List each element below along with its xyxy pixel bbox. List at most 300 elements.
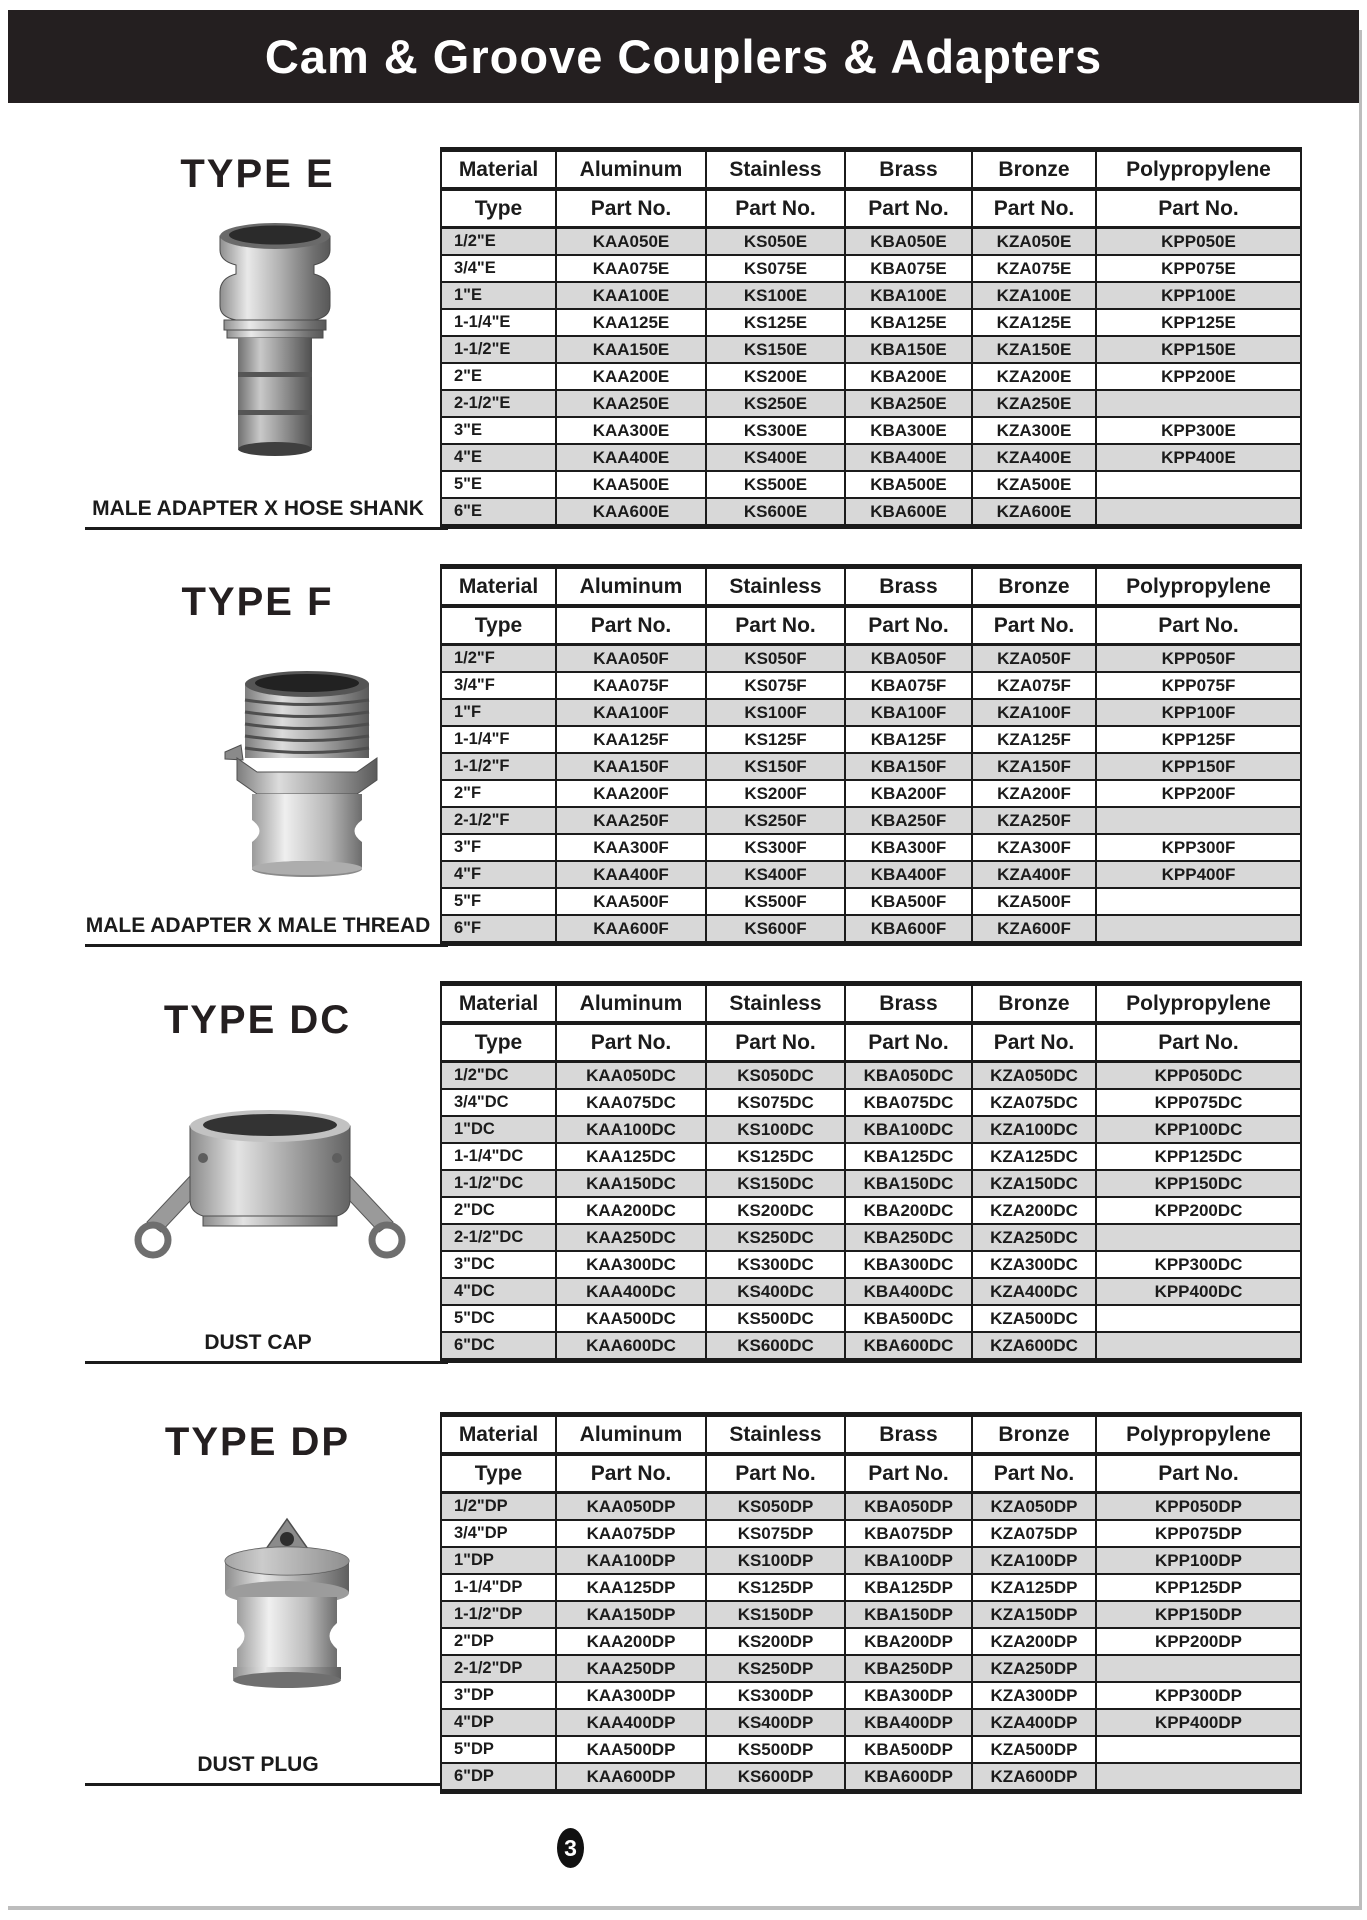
part-number-cell: KZA150E <box>972 336 1096 363</box>
part-number-cell: KS125DC <box>706 1143 845 1170</box>
part-number-cell: KZA200F <box>972 780 1096 807</box>
part-number-cell: KS100E <box>706 282 845 309</box>
part-no-header-cell: Part No. <box>845 1454 972 1493</box>
part-number-cell: KAA125DP <box>556 1574 706 1601</box>
size-cell: 2-1/2"F <box>441 807 556 834</box>
type-dc-table <box>440 981 1302 1363</box>
type-f-caption: MALE ADAPTER X MALE THREAD <box>85 914 431 937</box>
part-number-cell: KBA125DC <box>845 1143 972 1170</box>
part-number-cell: KAA050E <box>556 228 706 256</box>
part-number-cell: KZA150DC <box>972 1170 1096 1197</box>
part-number-cell: KPP050E <box>1096 228 1301 256</box>
table-row <box>441 1520 1301 1547</box>
part-number-cell: KPP125F <box>1096 726 1301 753</box>
part-number-cell: KS300F <box>706 834 845 861</box>
size-cell: 4"DC <box>441 1278 556 1305</box>
part-number-cell: KPP200DP <box>1096 1628 1301 1655</box>
part-number-cell: KZA200DC <box>972 1197 1096 1224</box>
part-number-cell: KS050DC <box>706 1062 845 1090</box>
page-title: Cam & Groove Couplers & Adapters <box>264 30 1103 83</box>
part-number-cell: KBA600DC <box>845 1332 972 1361</box>
table-row <box>441 1682 1301 1709</box>
part-number-cell: KAA150F <box>556 753 706 780</box>
material-column-header: Polypropylene <box>1096 1415 1301 1455</box>
part-number-cell: KBA250E <box>845 390 972 417</box>
part-no-header-cell: Part No. <box>556 1454 706 1493</box>
part-number-cell: KPP400DC <box>1096 1278 1301 1305</box>
table-row <box>441 915 1301 944</box>
size-cell: 3/4"F <box>441 672 556 699</box>
part-number-cell: KZA400DC <box>972 1278 1096 1305</box>
part-number-cell: KS600E <box>706 498 845 527</box>
part-no-header-cell: Part No. <box>1096 606 1301 645</box>
type-e-title: TYPE E <box>180 152 335 196</box>
dust-cap-photo <box>115 1100 425 1270</box>
part-number-cell: KBA150DP <box>845 1601 972 1628</box>
part-number-cell <box>1096 1655 1301 1682</box>
type-dp-table <box>440 1412 1302 1794</box>
part-number-cell: KPP300DP <box>1096 1682 1301 1709</box>
part-number-cell: KS400DC <box>706 1278 845 1305</box>
part-no-header-cell: Part No. <box>706 606 845 645</box>
part-number-cell: KZA125F <box>972 726 1096 753</box>
part-number-cell: KAA075E <box>556 255 706 282</box>
part-number-cell: KBA300DP <box>845 1682 972 1709</box>
size-cell: 1"E <box>441 282 556 309</box>
material-column-header: Aluminum <box>556 1415 706 1455</box>
table-row <box>441 1332 1301 1361</box>
table-row <box>441 699 1301 726</box>
part-number-cell: KBA250F <box>845 807 972 834</box>
table-row <box>441 1143 1301 1170</box>
table-row <box>441 471 1301 498</box>
size-cell: 5"F <box>441 888 556 915</box>
part-number-cell: KAA500DC <box>556 1305 706 1332</box>
size-cell: 5"E <box>441 471 556 498</box>
part-number-cell: KZA050DC <box>972 1062 1096 1090</box>
type-e-caption-rule <box>85 527 448 530</box>
size-cell: 3"DC <box>441 1251 556 1278</box>
part-number-cell: KS100F <box>706 699 845 726</box>
table-row <box>441 255 1301 282</box>
part-number-cell: KBA250DP <box>845 1655 972 1682</box>
part-number-cell: KZA250DC <box>972 1224 1096 1251</box>
part-number-cell: KPP150E <box>1096 336 1301 363</box>
part-number-cell: KAA500E <box>556 471 706 498</box>
type-f-table <box>440 564 1302 946</box>
part-number-cell: KS150E <box>706 336 845 363</box>
part-number-cell: KS050DP <box>706 1493 845 1521</box>
part-number-cell: KBA500F <box>845 888 972 915</box>
part-number-cell: KPP125E <box>1096 309 1301 336</box>
part-number-cell: KAA100DC <box>556 1116 706 1143</box>
table-row <box>441 780 1301 807</box>
size-cell: 3/4"E <box>441 255 556 282</box>
part-number-cell: KZA500DC <box>972 1305 1096 1332</box>
page-title-bar <box>8 10 1359 103</box>
part-number-cell <box>1096 1224 1301 1251</box>
type-dc-caption-rule <box>85 1361 448 1364</box>
table-row <box>441 309 1301 336</box>
material-column-header: Stainless <box>706 150 845 190</box>
part-number-cell: KBA500DC <box>845 1305 972 1332</box>
material-column-header: Brass <box>845 1415 972 1455</box>
part-number-cell: KAA125DC <box>556 1143 706 1170</box>
part-no-header-cell: Part No. <box>972 606 1096 645</box>
part-number-cell: KS400DP <box>706 1709 845 1736</box>
part-number-cell: KZA050E <box>972 228 1096 256</box>
part-number-cell: KBA300F <box>845 834 972 861</box>
part-number-cell <box>1096 471 1301 498</box>
table-row <box>441 1170 1301 1197</box>
part-number-cell: KAA400DP <box>556 1709 706 1736</box>
part-number-cell: KAA200E <box>556 363 706 390</box>
size-cell: 1-1/2"E <box>441 336 556 363</box>
table-row <box>441 1547 1301 1574</box>
part-number-cell: KS100DP <box>706 1547 845 1574</box>
size-cell: 5"DC <box>441 1305 556 1332</box>
part-number-cell: KS075DP <box>706 1520 845 1547</box>
part-number-cell: KAA600E <box>556 498 706 527</box>
part-number-cell: KPP100DP <box>1096 1547 1301 1574</box>
type-header-cell: Type <box>441 606 556 645</box>
part-number-cell: KZA250E <box>972 390 1096 417</box>
part-number-cell: KS300DP <box>706 1682 845 1709</box>
part-number-cell: KPP200E <box>1096 363 1301 390</box>
part-number-cell: KPP125DP <box>1096 1574 1301 1601</box>
size-cell: 1-1/2"DP <box>441 1601 556 1628</box>
part-number-cell <box>1096 1736 1301 1763</box>
type-f-title: TYPE F <box>181 580 334 624</box>
part-number-cell: KS150DC <box>706 1170 845 1197</box>
material-column-header: Bronze <box>972 984 1096 1024</box>
part-number-cell: KS250DP <box>706 1655 845 1682</box>
part-number-cell: KAA125E <box>556 309 706 336</box>
part-number-cell: KBA250DC <box>845 1224 972 1251</box>
part-no-header-cell: Part No. <box>972 1454 1096 1493</box>
part-number-cell: KPP050F <box>1096 645 1301 673</box>
part-number-cell: KPP075E <box>1096 255 1301 282</box>
part-number-cell: KBA400F <box>845 861 972 888</box>
type-dc-table-container <box>440 981 1302 1363</box>
part-number-cell: KAA075DC <box>556 1089 706 1116</box>
part-number-cell: KPP400F <box>1096 861 1301 888</box>
size-cell: 1"DP <box>441 1547 556 1574</box>
part-number-cell: KAA300DP <box>556 1682 706 1709</box>
material-header-cell: Material <box>441 984 556 1024</box>
part-number-cell: KBA100F <box>845 699 972 726</box>
material-column-header: Bronze <box>972 567 1096 607</box>
scan-edge-bottom <box>8 1906 1362 1910</box>
part-number-cell: KBA400DC <box>845 1278 972 1305</box>
material-column-header: Stainless <box>706 984 845 1024</box>
part-number-cell: KZA500F <box>972 888 1096 915</box>
table-row <box>441 1278 1301 1305</box>
table-row <box>441 363 1301 390</box>
part-number-cell: KBA600E <box>845 498 972 527</box>
table-row <box>441 1493 1301 1521</box>
material-column-header: Stainless <box>706 567 845 607</box>
size-cell: 6"F <box>441 915 556 944</box>
part-number-cell: KBA600F <box>845 915 972 944</box>
part-number-cell: KZA150F <box>972 753 1096 780</box>
part-number-cell: KZA400DP <box>972 1709 1096 1736</box>
size-cell: 2"DC <box>441 1197 556 1224</box>
part-number-cell: KS300DC <box>706 1251 845 1278</box>
part-number-cell: KBA150DC <box>845 1170 972 1197</box>
type-dp-caption: DUST PLUG <box>197 1753 319 1776</box>
part-number-cell: KZA600F <box>972 915 1096 944</box>
material-column-header: Stainless <box>706 1415 845 1455</box>
size-cell: 2"E <box>441 363 556 390</box>
part-number-cell: KZA100F <box>972 699 1096 726</box>
material-header-cell: Material <box>441 150 556 190</box>
part-number-cell <box>1096 915 1301 944</box>
size-cell: 1-1/4"E <box>441 309 556 336</box>
table-row <box>441 1251 1301 1278</box>
type-e-caption: MALE ADAPTER X HOSE SHANK <box>92 497 424 520</box>
part-number-cell <box>1096 498 1301 527</box>
part-number-cell: KPP300F <box>1096 834 1301 861</box>
part-number-cell: KAA150E <box>556 336 706 363</box>
part-number-cell: KS500E <box>706 471 845 498</box>
part-number-cell: KPP200F <box>1096 780 1301 807</box>
size-cell: 6"DP <box>441 1763 556 1792</box>
size-cell: 5"DP <box>441 1736 556 1763</box>
part-number-cell: KS250F <box>706 807 845 834</box>
part-number-cell: KBA600DP <box>845 1763 972 1792</box>
scan-edge-right <box>1359 30 1362 1910</box>
table-row <box>441 1736 1301 1763</box>
size-cell: 3/4"DP <box>441 1520 556 1547</box>
part-number-cell: KS600F <box>706 915 845 944</box>
table-row <box>441 1089 1301 1116</box>
part-no-header-cell: Part No. <box>556 1023 706 1062</box>
part-number-cell: KS150DP <box>706 1601 845 1628</box>
part-number-cell: KBA200DP <box>845 1628 972 1655</box>
part-number-cell: KAA250DP <box>556 1655 706 1682</box>
part-number-cell: KS600DP <box>706 1763 845 1792</box>
type-header-cell: Type <box>441 1023 556 1062</box>
part-number-cell: KAA100F <box>556 699 706 726</box>
part-number-cell: KAA050F <box>556 645 706 673</box>
part-number-cell: KS050F <box>706 645 845 673</box>
part-no-header-cell: Part No. <box>972 189 1096 228</box>
part-no-header-cell: Part No. <box>845 189 972 228</box>
material-column-header: Polypropylene <box>1096 984 1301 1024</box>
material-column-header: Polypropylene <box>1096 567 1301 607</box>
type-header-cell: Type <box>441 1454 556 1493</box>
part-number-cell: KS400E <box>706 444 845 471</box>
part-number-cell: KZA075DP <box>972 1520 1096 1547</box>
part-no-header-cell: Part No. <box>706 1454 845 1493</box>
part-number-cell: KPP200DC <box>1096 1197 1301 1224</box>
table-row <box>441 390 1301 417</box>
part-number-cell: KAA150DP <box>556 1601 706 1628</box>
material-column-header: Bronze <box>972 150 1096 190</box>
size-cell: 3"F <box>441 834 556 861</box>
type-dc-title: TYPE DC <box>163 998 352 1042</box>
type-dp-table-container <box>440 1412 1302 1794</box>
size-cell: 2-1/2"DC <box>441 1224 556 1251</box>
part-number-cell: KBA075DC <box>845 1089 972 1116</box>
part-no-header-cell: Part No. <box>556 189 706 228</box>
part-number-cell: KS075DC <box>706 1089 845 1116</box>
table-row <box>441 1763 1301 1792</box>
part-number-cell: KZA125E <box>972 309 1096 336</box>
part-number-cell: KZA100DC <box>972 1116 1096 1143</box>
part-number-cell: KZA125DC <box>972 1143 1096 1170</box>
type-e-table <box>440 147 1302 529</box>
material-column-header: Aluminum <box>556 567 706 607</box>
table-row <box>441 834 1301 861</box>
part-number-cell: KAA300F <box>556 834 706 861</box>
part-number-cell: KPP300E <box>1096 417 1301 444</box>
part-number-cell <box>1096 888 1301 915</box>
table-row <box>441 888 1301 915</box>
size-cell: 1/2"DC <box>441 1062 556 1090</box>
material-header-cell: Material <box>441 1415 556 1455</box>
part-number-cell: KBA075F <box>845 672 972 699</box>
part-number-cell: KAA075DP <box>556 1520 706 1547</box>
part-number-cell: KS500DC <box>706 1305 845 1332</box>
size-cell: 4"E <box>441 444 556 471</box>
part-number-cell: KS125DP <box>706 1574 845 1601</box>
part-number-cell: KZA075F <box>972 672 1096 699</box>
part-number-cell: KBA125DP <box>845 1574 972 1601</box>
part-number-cell: KAA150DC <box>556 1170 706 1197</box>
size-cell: 1-1/2"F <box>441 753 556 780</box>
part-number-cell: KZA075DC <box>972 1089 1096 1116</box>
material-header-cell: Material <box>441 567 556 607</box>
part-number-cell: KZA300DC <box>972 1251 1096 1278</box>
type-f-table-container <box>440 564 1302 946</box>
part-number-cell: KS125F <box>706 726 845 753</box>
part-number-cell: KPP075DP <box>1096 1520 1301 1547</box>
table-row <box>441 645 1301 673</box>
part-number-cell: KS200E <box>706 363 845 390</box>
part-no-header-cell: Part No. <box>1096 1023 1301 1062</box>
part-number-cell: KPP400DP <box>1096 1709 1301 1736</box>
part-number-cell: KBA200F <box>845 780 972 807</box>
part-number-cell: KS150F <box>706 753 845 780</box>
size-cell: 1/2"F <box>441 645 556 673</box>
table-row <box>441 1601 1301 1628</box>
part-number-cell: KZA125DP <box>972 1574 1096 1601</box>
part-number-cell: KBA150F <box>845 753 972 780</box>
table-row <box>441 753 1301 780</box>
part-number-cell: KBA200E <box>845 363 972 390</box>
table-row <box>441 417 1301 444</box>
part-number-cell: KBA050DC <box>845 1062 972 1090</box>
part-number-cell: KPP400E <box>1096 444 1301 471</box>
size-cell: 2"DP <box>441 1628 556 1655</box>
part-number-cell: KPP075F <box>1096 672 1301 699</box>
part-number-cell: KBA100DP <box>845 1547 972 1574</box>
material-column-header: Brass <box>845 150 972 190</box>
part-number-cell: KBA075E <box>845 255 972 282</box>
material-column-header: Brass <box>845 567 972 607</box>
part-no-header-cell: Part No. <box>972 1023 1096 1062</box>
part-number-cell: KAA200DC <box>556 1197 706 1224</box>
part-number-cell: KBA100E <box>845 282 972 309</box>
material-column-header: Polypropylene <box>1096 150 1301 190</box>
size-cell: 2"F <box>441 780 556 807</box>
part-number-cell: KS100DC <box>706 1116 845 1143</box>
part-number-cell: KZA400F <box>972 861 1096 888</box>
part-number-cell: KBA500DP <box>845 1736 972 1763</box>
part-number-cell: KZA200DP <box>972 1628 1096 1655</box>
size-cell: 1"DC <box>441 1116 556 1143</box>
material-column-header: Brass <box>845 984 972 1024</box>
part-number-cell: KPP150F <box>1096 753 1301 780</box>
material-column-header: Aluminum <box>556 150 706 190</box>
part-number-cell: KAA400DC <box>556 1278 706 1305</box>
part-number-cell: KZA100DP <box>972 1547 1096 1574</box>
table-row <box>441 1628 1301 1655</box>
part-number-cell <box>1096 807 1301 834</box>
part-number-cell: KAA400E <box>556 444 706 471</box>
part-number-cell: KZA300E <box>972 417 1096 444</box>
part-number-cell: KBA075DP <box>845 1520 972 1547</box>
part-number-cell: KAA600DP <box>556 1763 706 1792</box>
part-number-cell: KS200DP <box>706 1628 845 1655</box>
part-no-header-cell: Part No. <box>845 1023 972 1062</box>
part-number-cell: KS500F <box>706 888 845 915</box>
type-dp-caption-rule <box>85 1783 448 1786</box>
part-no-header-cell: Part No. <box>1096 1454 1301 1493</box>
part-no-header-cell: Part No. <box>706 1023 845 1062</box>
part-number-cell: KBA400DP <box>845 1709 972 1736</box>
size-cell: 6"E <box>441 498 556 527</box>
part-number-cell: KBA050F <box>845 645 972 673</box>
size-cell: 2-1/2"E <box>441 390 556 417</box>
part-number-cell: KPP050DC <box>1096 1062 1301 1090</box>
part-number-cell: KZA600E <box>972 498 1096 527</box>
part-number-cell: KZA075E <box>972 255 1096 282</box>
part-number-cell: KZA600DC <box>972 1332 1096 1361</box>
part-number-cell: KZA250F <box>972 807 1096 834</box>
part-number-cell: KPP150DC <box>1096 1170 1301 1197</box>
part-number-cell: KS300E <box>706 417 845 444</box>
part-number-cell: KAA300E <box>556 417 706 444</box>
part-number-cell: KS600DC <box>706 1332 845 1361</box>
part-number-cell: KAA125F <box>556 726 706 753</box>
size-cell: 3"DP <box>441 1682 556 1709</box>
part-no-header-cell: Part No. <box>845 606 972 645</box>
table-row <box>441 1062 1301 1090</box>
part-number-cell: KAA200F <box>556 780 706 807</box>
material-column-header: Aluminum <box>556 984 706 1024</box>
size-cell: 4"F <box>441 861 556 888</box>
part-number-cell: KS400F <box>706 861 845 888</box>
table-row <box>441 1655 1301 1682</box>
table-row <box>441 1305 1301 1332</box>
table-row <box>441 1709 1301 1736</box>
part-number-cell: KZA500E <box>972 471 1096 498</box>
part-number-cell: KAA250E <box>556 390 706 417</box>
part-number-cell: KS200DC <box>706 1197 845 1224</box>
part-number-cell: KAA050DP <box>556 1493 706 1521</box>
size-cell: 1"F <box>441 699 556 726</box>
part-number-cell: KPP150DP <box>1096 1601 1301 1628</box>
size-cell: 1-1/4"DC <box>441 1143 556 1170</box>
part-number-cell: KBA300E <box>845 417 972 444</box>
part-number-cell: KPP050DP <box>1096 1493 1301 1521</box>
size-cell: 4"DP <box>441 1709 556 1736</box>
type-dp-title: TYPE DP <box>164 1420 351 1464</box>
part-number-cell: KBA125F <box>845 726 972 753</box>
